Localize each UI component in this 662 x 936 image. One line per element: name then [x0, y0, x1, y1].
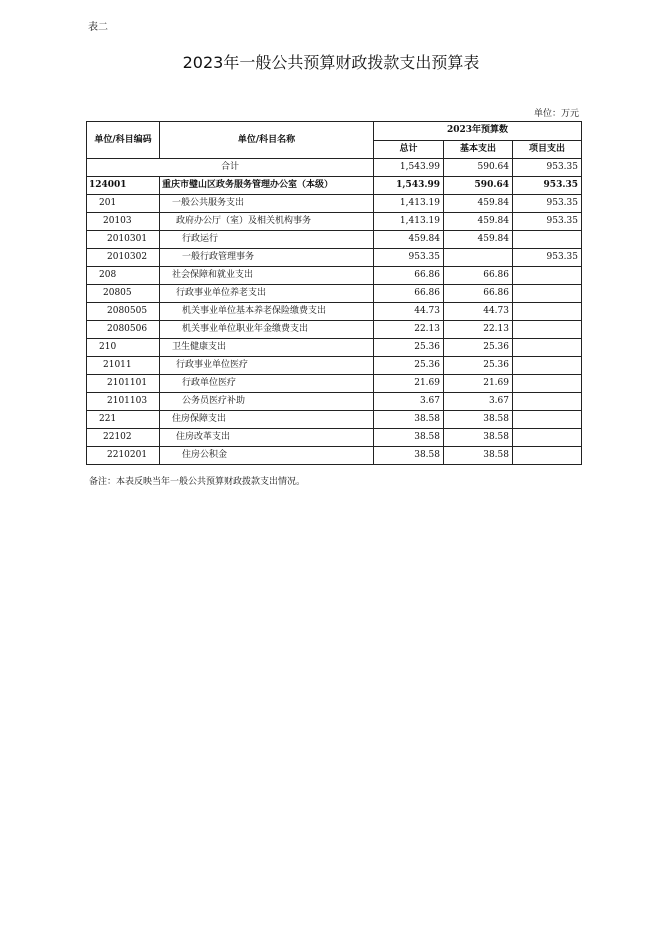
table-row [87, 285, 582, 303]
row-basic: 459.84 [444, 213, 513, 231]
table-row [87, 357, 582, 375]
row-total: 44.73 [374, 303, 444, 321]
row-project: 953.35 [513, 177, 582, 195]
row-total: 1,413.19 [374, 213, 444, 231]
row-project: 953.35 [513, 249, 582, 267]
row-code: 2210201 [87, 447, 160, 465]
table-row [87, 447, 582, 465]
row-name: 机关事业单位基本养老保险缴费支出 [160, 303, 374, 321]
row-name: 政府办公厅（室）及相关机构事务 [160, 213, 374, 231]
row-project: 953.35 [513, 213, 582, 231]
table-row [87, 231, 582, 249]
row-basic: 459.84 [444, 195, 513, 213]
row-project [513, 267, 582, 285]
row-project [513, 231, 582, 249]
row-basic: 25.36 [444, 357, 513, 375]
table-row [87, 375, 582, 393]
row-project [513, 375, 582, 393]
row-name: 行政单位医疗 [160, 375, 374, 393]
row-total: 1,413.19 [374, 195, 444, 213]
header-project: 项目支出 [513, 140, 582, 159]
row-code: 22102 [87, 429, 160, 447]
row-basic: 38.58 [444, 447, 513, 465]
row-basic: 25.36 [444, 339, 513, 357]
row-code: 2101101 [87, 375, 160, 393]
row-total: 459.84 [374, 231, 444, 249]
row-basic: 3.67 [444, 393, 513, 411]
row-total: 25.36 [374, 357, 444, 375]
row-total: 22.13 [374, 321, 444, 339]
row-code: 21011 [87, 357, 160, 375]
row-basic: 22.13 [444, 321, 513, 339]
row-total: 38.58 [374, 447, 444, 465]
row-name: 公务员医疗补助 [160, 393, 374, 411]
table-row [87, 393, 582, 411]
row-name: 一般公共服务支出 [160, 195, 374, 213]
row-code: 201 [87, 195, 160, 213]
row-name: 住房保障支出 [160, 411, 374, 429]
total-total: 1,543.99 [374, 159, 444, 177]
row-total: 38.58 [374, 429, 444, 447]
row-name: 住房公积金 [160, 447, 374, 465]
row-name: 行政事业单位医疗 [160, 357, 374, 375]
row-code: 210 [87, 339, 160, 357]
header-total: 总计 [374, 140, 444, 159]
row-total: 3.67 [374, 393, 444, 411]
row-code: 2101103 [87, 393, 160, 411]
row-project [513, 447, 582, 465]
total-label: 合计 [87, 159, 374, 177]
row-project [513, 411, 582, 429]
row-name: 社会保障和就业支出 [160, 267, 374, 285]
row-total: 25.36 [374, 339, 444, 357]
row-name: 行政事业单位养老支出 [160, 285, 374, 303]
row-basic: 21.69 [444, 375, 513, 393]
row-name: 一般行政管理事务 [160, 249, 374, 267]
total-basic: 590.64 [444, 159, 513, 177]
table-row [87, 249, 582, 267]
table-row [87, 213, 582, 231]
row-code: 20805 [87, 285, 160, 303]
header-code: 单位/科目编码 [87, 122, 160, 159]
total-project: 953.35 [513, 159, 582, 177]
row-code: 2010301 [87, 231, 160, 249]
row-project [513, 393, 582, 411]
row-basic: 44.73 [444, 303, 513, 321]
row-total: 953.35 [374, 249, 444, 267]
row-project [513, 321, 582, 339]
footnote: 备注：本表反映当年一般公共预算财政拨款支出情况。 [89, 477, 306, 487]
table-row [87, 267, 582, 285]
row-basic [444, 249, 513, 267]
row-code: 20103 [87, 213, 160, 231]
table-row [87, 339, 582, 357]
header-name: 单位/科目名称 [160, 122, 374, 159]
row-basic: 590.64 [444, 177, 513, 195]
table-body [87, 159, 582, 465]
table-row [87, 321, 582, 339]
row-basic: 459.84 [444, 231, 513, 249]
row-total: 21.69 [374, 375, 444, 393]
row-name: 机关事业单位职业年金缴费支出 [160, 321, 374, 339]
row-basic: 66.86 [444, 285, 513, 303]
row-basic: 38.58 [444, 411, 513, 429]
row-name: 卫生健康支出 [160, 339, 374, 357]
row-project: 953.35 [513, 195, 582, 213]
row-total: 66.86 [374, 285, 444, 303]
table-row [87, 411, 582, 429]
row-total: 38.58 [374, 411, 444, 429]
page-title: 2023年一般公共预算财政拨款支出预算表 [182, 53, 480, 72]
row-code: 2010302 [87, 249, 160, 267]
table-row [87, 303, 582, 321]
header-basic: 基本支出 [444, 140, 513, 159]
row-code: 221 [87, 411, 160, 429]
table-number-label: 表二 [88, 22, 108, 33]
row-total: 66.86 [374, 267, 444, 285]
row-name: 重庆市璧山区政务服务管理办公室（本级） [160, 177, 374, 195]
unit-label: 单位：万元 [533, 109, 579, 119]
table-row [87, 177, 582, 195]
row-code: 2080506 [87, 321, 160, 339]
row-code: 208 [87, 267, 160, 285]
table-row [87, 429, 582, 447]
row-name: 住房改革支出 [160, 429, 374, 447]
total-row [87, 159, 582, 177]
row-project [513, 303, 582, 321]
row-basic: 38.58 [444, 429, 513, 447]
row-project [513, 429, 582, 447]
row-code: 2080505 [87, 303, 160, 321]
table-row [87, 195, 582, 213]
row-name: 行政运行 [160, 231, 374, 249]
row-basic: 66.86 [444, 267, 513, 285]
row-project [513, 357, 582, 375]
row-project [513, 339, 582, 357]
row-project [513, 285, 582, 303]
budget-table [86, 121, 582, 465]
row-code: 124001 [87, 177, 160, 195]
header-budget: 2023年预算数 [374, 122, 582, 141]
row-total: 1,543.99 [374, 177, 444, 195]
